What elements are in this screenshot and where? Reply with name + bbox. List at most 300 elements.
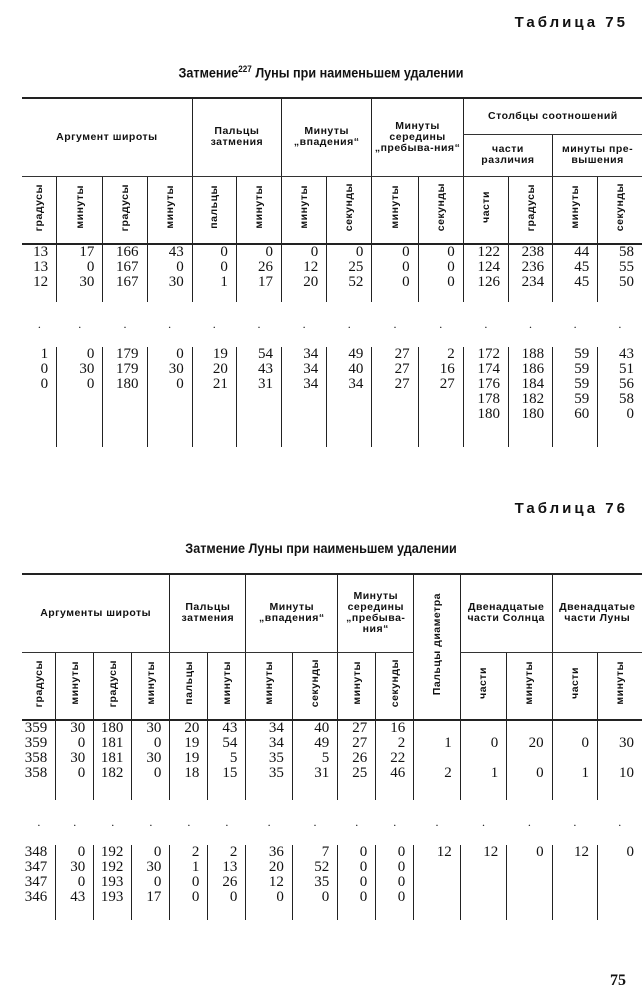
data-cell [22, 244, 57, 302]
ellipsis-dot: . [187, 815, 191, 829]
data-cell [327, 347, 372, 447]
cell-value: 0 [402, 274, 410, 290]
cell-value: 30 [70, 750, 86, 766]
data-cell [553, 244, 598, 302]
column-header-label: минуты [350, 661, 363, 706]
cell-value: 18 [184, 765, 200, 781]
footnote-ref: 227 [238, 64, 252, 74]
cell-value: 16 [439, 361, 455, 377]
column-header [327, 176, 372, 244]
cell-value: 19 [184, 750, 200, 766]
title-text-rest: Луны при наименьшем удалении [251, 64, 464, 81]
column-header [376, 652, 414, 720]
cell-value: 1 [40, 346, 49, 362]
column-header [22, 176, 57, 244]
column-header [507, 652, 552, 720]
column-header [147, 176, 192, 244]
data-cell [56, 845, 94, 920]
cell-value: 44 [574, 244, 590, 260]
cell-value: 25 [348, 259, 364, 275]
ellipsis-dot: . [573, 815, 577, 829]
cell-value: 2 [447, 346, 455, 362]
cell-value: 52 [314, 859, 330, 875]
cell-value [553, 721, 589, 736]
table-75 [22, 97, 642, 447]
cell-value: 122 [477, 244, 500, 260]
cell-value: 30 [146, 720, 162, 736]
cell-value: 19 [212, 346, 228, 362]
ellipsis-dot: . [37, 815, 41, 829]
cell-value: 49 [314, 735, 330, 751]
cell-value: 0 [359, 859, 368, 875]
cell-value: 0 [397, 889, 406, 905]
cell-value [598, 751, 634, 766]
data-cell [22, 845, 56, 920]
data-cell [292, 720, 337, 800]
cell-value: 0 [176, 346, 184, 362]
column-header-label: минуты [263, 661, 276, 706]
cell-value: 172 [477, 346, 500, 362]
column-header-label: секунды [614, 183, 627, 232]
cell-value [461, 721, 498, 736]
cell-value: 43 [222, 720, 238, 736]
cell-value: 0 [447, 274, 455, 290]
ellipsis-dot: . [313, 815, 317, 829]
cell-value: 15 [222, 765, 238, 781]
cell-value: 0 [447, 244, 455, 260]
column-header [552, 652, 597, 720]
data-cell [282, 347, 327, 447]
column-header-label: секунды [388, 659, 401, 708]
data-cell [103, 347, 147, 447]
cell-value: 193 [100, 874, 124, 890]
data-cell [507, 845, 552, 920]
cell-value: 0 [220, 244, 228, 260]
cell-value: 1 [444, 735, 452, 751]
data-cell [57, 347, 103, 447]
cell-value: 12 [483, 844, 499, 860]
cell-value: 181 [100, 750, 124, 766]
cell-value: 236 [521, 259, 545, 275]
cell-value: 358 [24, 750, 48, 766]
data-cell [94, 720, 132, 800]
column-header [508, 176, 552, 244]
cell-value: 1 [581, 765, 590, 781]
column-header-label: минуты [144, 661, 157, 706]
ellipsis-dot: . [573, 317, 577, 331]
cell-value: 0 [153, 844, 162, 860]
cell-value: 34 [268, 720, 284, 736]
cell-value: 0 [536, 765, 544, 781]
cell-value: 5 [321, 750, 330, 766]
cell-value: 181 [100, 735, 124, 751]
column-header [22, 652, 56, 720]
column-header [170, 652, 208, 720]
cell-value: 0 [229, 889, 238, 905]
cell-value: 1 [191, 859, 200, 875]
group-excess-minutes: минуты пре-вышения [553, 134, 642, 176]
column-header-label: части [477, 667, 490, 700]
group-eclipse-fingers: Пальцы затмения [170, 574, 246, 652]
cell-value: 176 [477, 376, 500, 392]
cell-value: 0 [581, 735, 590, 751]
cell-value: 30 [79, 274, 95, 290]
cell-value: 36 [268, 844, 284, 860]
cell-value: 0 [220, 259, 228, 275]
ellipsis-dot: . [618, 317, 622, 331]
cell-value: 27 [439, 376, 455, 392]
cell-value: 0 [490, 735, 499, 751]
cell-value: 13 [33, 244, 49, 260]
cell-value: 25 [352, 765, 368, 781]
cell-value: 30 [146, 750, 162, 766]
column-header-label: минуты [298, 185, 311, 230]
cell-value: 193 [100, 889, 124, 905]
column-header [94, 652, 132, 720]
cell-value: 35 [268, 750, 284, 766]
cell-value: 43 [168, 244, 184, 260]
cell-value: 56 [619, 376, 634, 392]
cell-value: 12 [268, 874, 284, 890]
cell-value: 22 [390, 750, 406, 766]
cell-value: 50 [619, 274, 634, 290]
group-difference-parts: части различия [463, 134, 552, 176]
cell-value: 49 [348, 346, 364, 362]
ellipsis-dot: . [347, 317, 351, 331]
cell-value: 0 [626, 844, 634, 860]
data-cell [282, 244, 327, 302]
cell-value: 0 [359, 844, 368, 860]
cell-value: 0 [191, 874, 200, 890]
cell-value [598, 721, 634, 736]
cell-value: 26 [222, 874, 238, 890]
ellipsis-dot: . [439, 317, 443, 331]
data-cell [94, 845, 132, 920]
data-cell [372, 347, 418, 447]
cell-value: 180 [521, 406, 545, 422]
group-argument-latitude: Аргумент широты [22, 98, 192, 176]
cell-value: 31 [258, 376, 274, 392]
data-cell [460, 845, 506, 920]
column-header-label: градусы [524, 183, 537, 231]
group-eclipse-fingers: Пальцы затмения [192, 98, 281, 176]
cell-value: 58 [619, 391, 634, 407]
cell-value: 0 [402, 244, 410, 260]
group-arguments-latitude: Аргументы широты [22, 574, 170, 652]
cell-value [553, 751, 589, 766]
column-header [282, 176, 327, 244]
column-header-label: минуты [163, 185, 176, 230]
column-header [460, 652, 506, 720]
cell-value: 182 [100, 765, 124, 781]
cell-value: 27 [394, 361, 410, 377]
cell-value: 358 [24, 765, 48, 781]
cell-value: 59 [574, 391, 590, 407]
cell-value: 34 [268, 735, 284, 751]
cell-value: 30 [70, 720, 86, 736]
cell-value: 0 [536, 844, 544, 860]
cell-value: 0 [310, 244, 319, 260]
cell-value: 192 [100, 844, 124, 860]
cell-value: 12 [33, 274, 49, 290]
column-header-label: минуты [68, 661, 81, 706]
cell-value: 0 [397, 859, 406, 875]
ellipsis-dot: . [355, 815, 359, 829]
cell-value: 10 [619, 765, 634, 781]
cell-value: 21 [212, 376, 228, 392]
cell-value: 178 [477, 391, 500, 407]
cell-value: 31 [314, 765, 330, 781]
cell-value: 55 [619, 259, 634, 275]
cell-value: 19 [184, 735, 200, 751]
column-header [56, 652, 94, 720]
cell-value [414, 721, 451, 736]
cell-value: 35 [268, 765, 284, 781]
cell-value: 2 [397, 735, 406, 751]
data-cell [414, 720, 460, 800]
ellipsis-dot: . [257, 317, 261, 331]
cell-value: 0 [321, 889, 330, 905]
cell-value: 20 [268, 859, 284, 875]
cell-value: 234 [521, 274, 545, 290]
data-cell [418, 347, 463, 447]
cell-value: 52 [348, 274, 364, 290]
column-header-label: минуты [73, 185, 86, 230]
group-twelfths-moon: Двенадцатые части Луны [552, 574, 642, 652]
data-cell [57, 244, 103, 302]
cell-value: 43 [258, 361, 274, 377]
cell-value: 26 [258, 259, 274, 275]
column-header-label: минуты [389, 185, 401, 230]
data-cell [598, 845, 642, 920]
cell-value: 186 [521, 361, 545, 377]
cell-value: 348 [24, 844, 48, 860]
data-cell [598, 720, 642, 800]
cell-value: 59 [574, 346, 590, 362]
data-cell [208, 845, 246, 920]
data-cell [376, 720, 414, 800]
data-cell [507, 720, 552, 800]
group-twelfths-sun: Двенадцатые части Солнца [460, 574, 552, 652]
cell-value: 5 [229, 750, 238, 766]
cell-value: 54 [222, 735, 238, 751]
cell-value: 27 [394, 346, 410, 362]
group-middle-minutes: Минуты середины „пребыва-ния“ [372, 98, 463, 176]
cell-value: 20 [212, 361, 228, 377]
ellipsis-dot: . [484, 317, 488, 331]
cell-value: 0 [40, 361, 49, 377]
data-cell [552, 720, 597, 800]
group-ingress-minutes: Минуты „впадения“ [282, 98, 372, 176]
ellipsis-dot: . [529, 317, 533, 331]
data-cell [552, 845, 597, 920]
data-cell [338, 720, 376, 800]
cell-value: 0 [153, 874, 162, 890]
cell-value: 12 [436, 844, 452, 860]
cell-value: 0 [77, 874, 86, 890]
ellipsis-dot: . [435, 815, 439, 829]
cell-value: 30 [168, 274, 184, 290]
data-cell [132, 720, 170, 800]
cell-value: 34 [303, 376, 319, 392]
cell-value: 0 [86, 376, 95, 392]
cell-value: 58 [619, 244, 634, 260]
cell-value: 0 [86, 346, 95, 362]
cell-value: 0 [77, 735, 86, 751]
column-header-label: минуты [220, 661, 233, 706]
ellipsis-dot: . [481, 815, 485, 829]
cell-value: 1 [490, 765, 499, 781]
cell-value: 0 [40, 376, 49, 392]
cell-value: 166 [116, 244, 139, 260]
data-cell [598, 347, 642, 447]
ellipsis-dot: . [618, 815, 622, 829]
cell-value: 346 [24, 889, 48, 905]
column-header [598, 176, 642, 244]
cell-value: 167 [116, 274, 139, 290]
cell-value: 2 [191, 844, 200, 860]
cell-value: 34 [303, 346, 319, 362]
column-header [553, 176, 598, 244]
cell-value: 40 [314, 720, 330, 736]
column-header [192, 176, 236, 244]
column-header [338, 652, 376, 720]
column-header-label: части [479, 191, 492, 224]
col-diameter-label: Пальцы диаметра [431, 593, 443, 696]
column-header-label: минуты [252, 185, 265, 230]
title-text: Затмение [178, 64, 239, 81]
cell-value: 0 [276, 889, 284, 905]
data-cell [338, 845, 376, 920]
cell-value: 192 [100, 859, 124, 875]
ellipsis-dot: . [267, 815, 271, 829]
column-header [246, 652, 292, 720]
data-cell [372, 244, 418, 302]
group-middle-minutes: Минуты середины „пребыва-ния“ [338, 574, 414, 652]
cell-value: 20 [303, 274, 319, 290]
cell-value: 17 [79, 244, 95, 260]
table-76 [22, 573, 642, 920]
col-diameter-fingers [414, 574, 460, 720]
cell-value: 0 [191, 889, 200, 905]
cell-value: 124 [477, 259, 500, 275]
column-header-label: секунды [434, 183, 447, 232]
ellipsis-dot: . [37, 317, 41, 331]
data-cell [460, 720, 506, 800]
cell-value: 54 [258, 346, 274, 362]
data-cell [508, 347, 552, 447]
data-cell [147, 347, 192, 447]
cell-value: 238 [521, 244, 545, 260]
cell-value: 7 [321, 844, 330, 860]
cell-value: 30 [146, 859, 162, 875]
cell-value: 12 [574, 844, 590, 860]
cell-value: 26 [352, 750, 368, 766]
cell-value: 34 [348, 376, 364, 392]
data-cell [327, 244, 372, 302]
cell-value: 2 [444, 765, 452, 781]
data-cell [22, 720, 56, 800]
cell-value: 35 [314, 874, 330, 890]
column-header-label: градусы [32, 659, 45, 707]
column-header-label: минуты [523, 661, 536, 706]
column-header [57, 176, 103, 244]
cell-value: 20 [528, 735, 544, 751]
data-cell [292, 845, 337, 920]
column-header-label: минуты [614, 661, 626, 706]
cell-value: 0 [447, 259, 455, 275]
column-header-label: градусы [106, 659, 119, 707]
ellipsis-dot: . [111, 815, 115, 829]
column-header [372, 176, 418, 244]
cell-value: 27 [352, 720, 368, 736]
data-cell [132, 845, 170, 920]
cell-value: 0 [355, 244, 364, 260]
data-cell [192, 244, 236, 302]
cell-value: 167 [116, 259, 139, 275]
column-header-label: пальцы [182, 661, 195, 706]
cell-value: 27 [352, 735, 368, 751]
data-cell [553, 347, 598, 447]
data-cell [170, 720, 208, 800]
table-76-title: Затмение Луны при наименьшем удалении [185, 540, 457, 556]
data-cell [376, 845, 414, 920]
column-header [463, 176, 508, 244]
table-76-label: Таблица 76 [514, 500, 628, 517]
data-cell [414, 845, 460, 920]
column-header [236, 176, 281, 244]
cell-value [414, 751, 451, 766]
column-header [103, 176, 147, 244]
cell-value: 0 [397, 844, 406, 860]
cell-value: 46 [390, 765, 406, 781]
data-cell [246, 720, 292, 800]
data-cell [147, 244, 192, 302]
cell-value: 0 [77, 765, 86, 781]
ellipsis-dot: . [393, 815, 397, 829]
data-cell [418, 244, 463, 302]
column-header-label: градусы [118, 183, 131, 231]
data-cell [56, 720, 94, 800]
cell-value: 60 [574, 406, 590, 422]
cell-value: 174 [477, 361, 500, 377]
cell-value: 30 [70, 859, 86, 875]
cell-value: 0 [176, 259, 184, 275]
page-number: 75 [610, 972, 626, 989]
cell-value: 30 [619, 735, 634, 751]
cell-value: 0 [397, 874, 406, 890]
cell-value [507, 721, 543, 736]
cell-value: 179 [116, 346, 139, 362]
cell-value: 0 [402, 259, 410, 275]
data-cell [103, 244, 147, 302]
column-header-label: минуты [569, 185, 582, 230]
cell-value: 43 [70, 889, 86, 905]
cell-value: 13 [222, 859, 238, 875]
column-header-label: секунды [309, 659, 322, 708]
data-cell [463, 244, 508, 302]
ellipsis-dot: . [527, 815, 531, 829]
cell-value: 16 [390, 720, 406, 736]
cell-value: 180 [477, 406, 500, 422]
cell-value: 0 [626, 406, 634, 422]
cell-value: 59 [574, 376, 590, 392]
cell-value: 13 [33, 259, 49, 275]
ellipsis-dot: . [212, 317, 216, 331]
column-header-label: части [568, 667, 581, 700]
cell-value: 359 [24, 735, 48, 751]
table-75-title [32, 64, 610, 81]
